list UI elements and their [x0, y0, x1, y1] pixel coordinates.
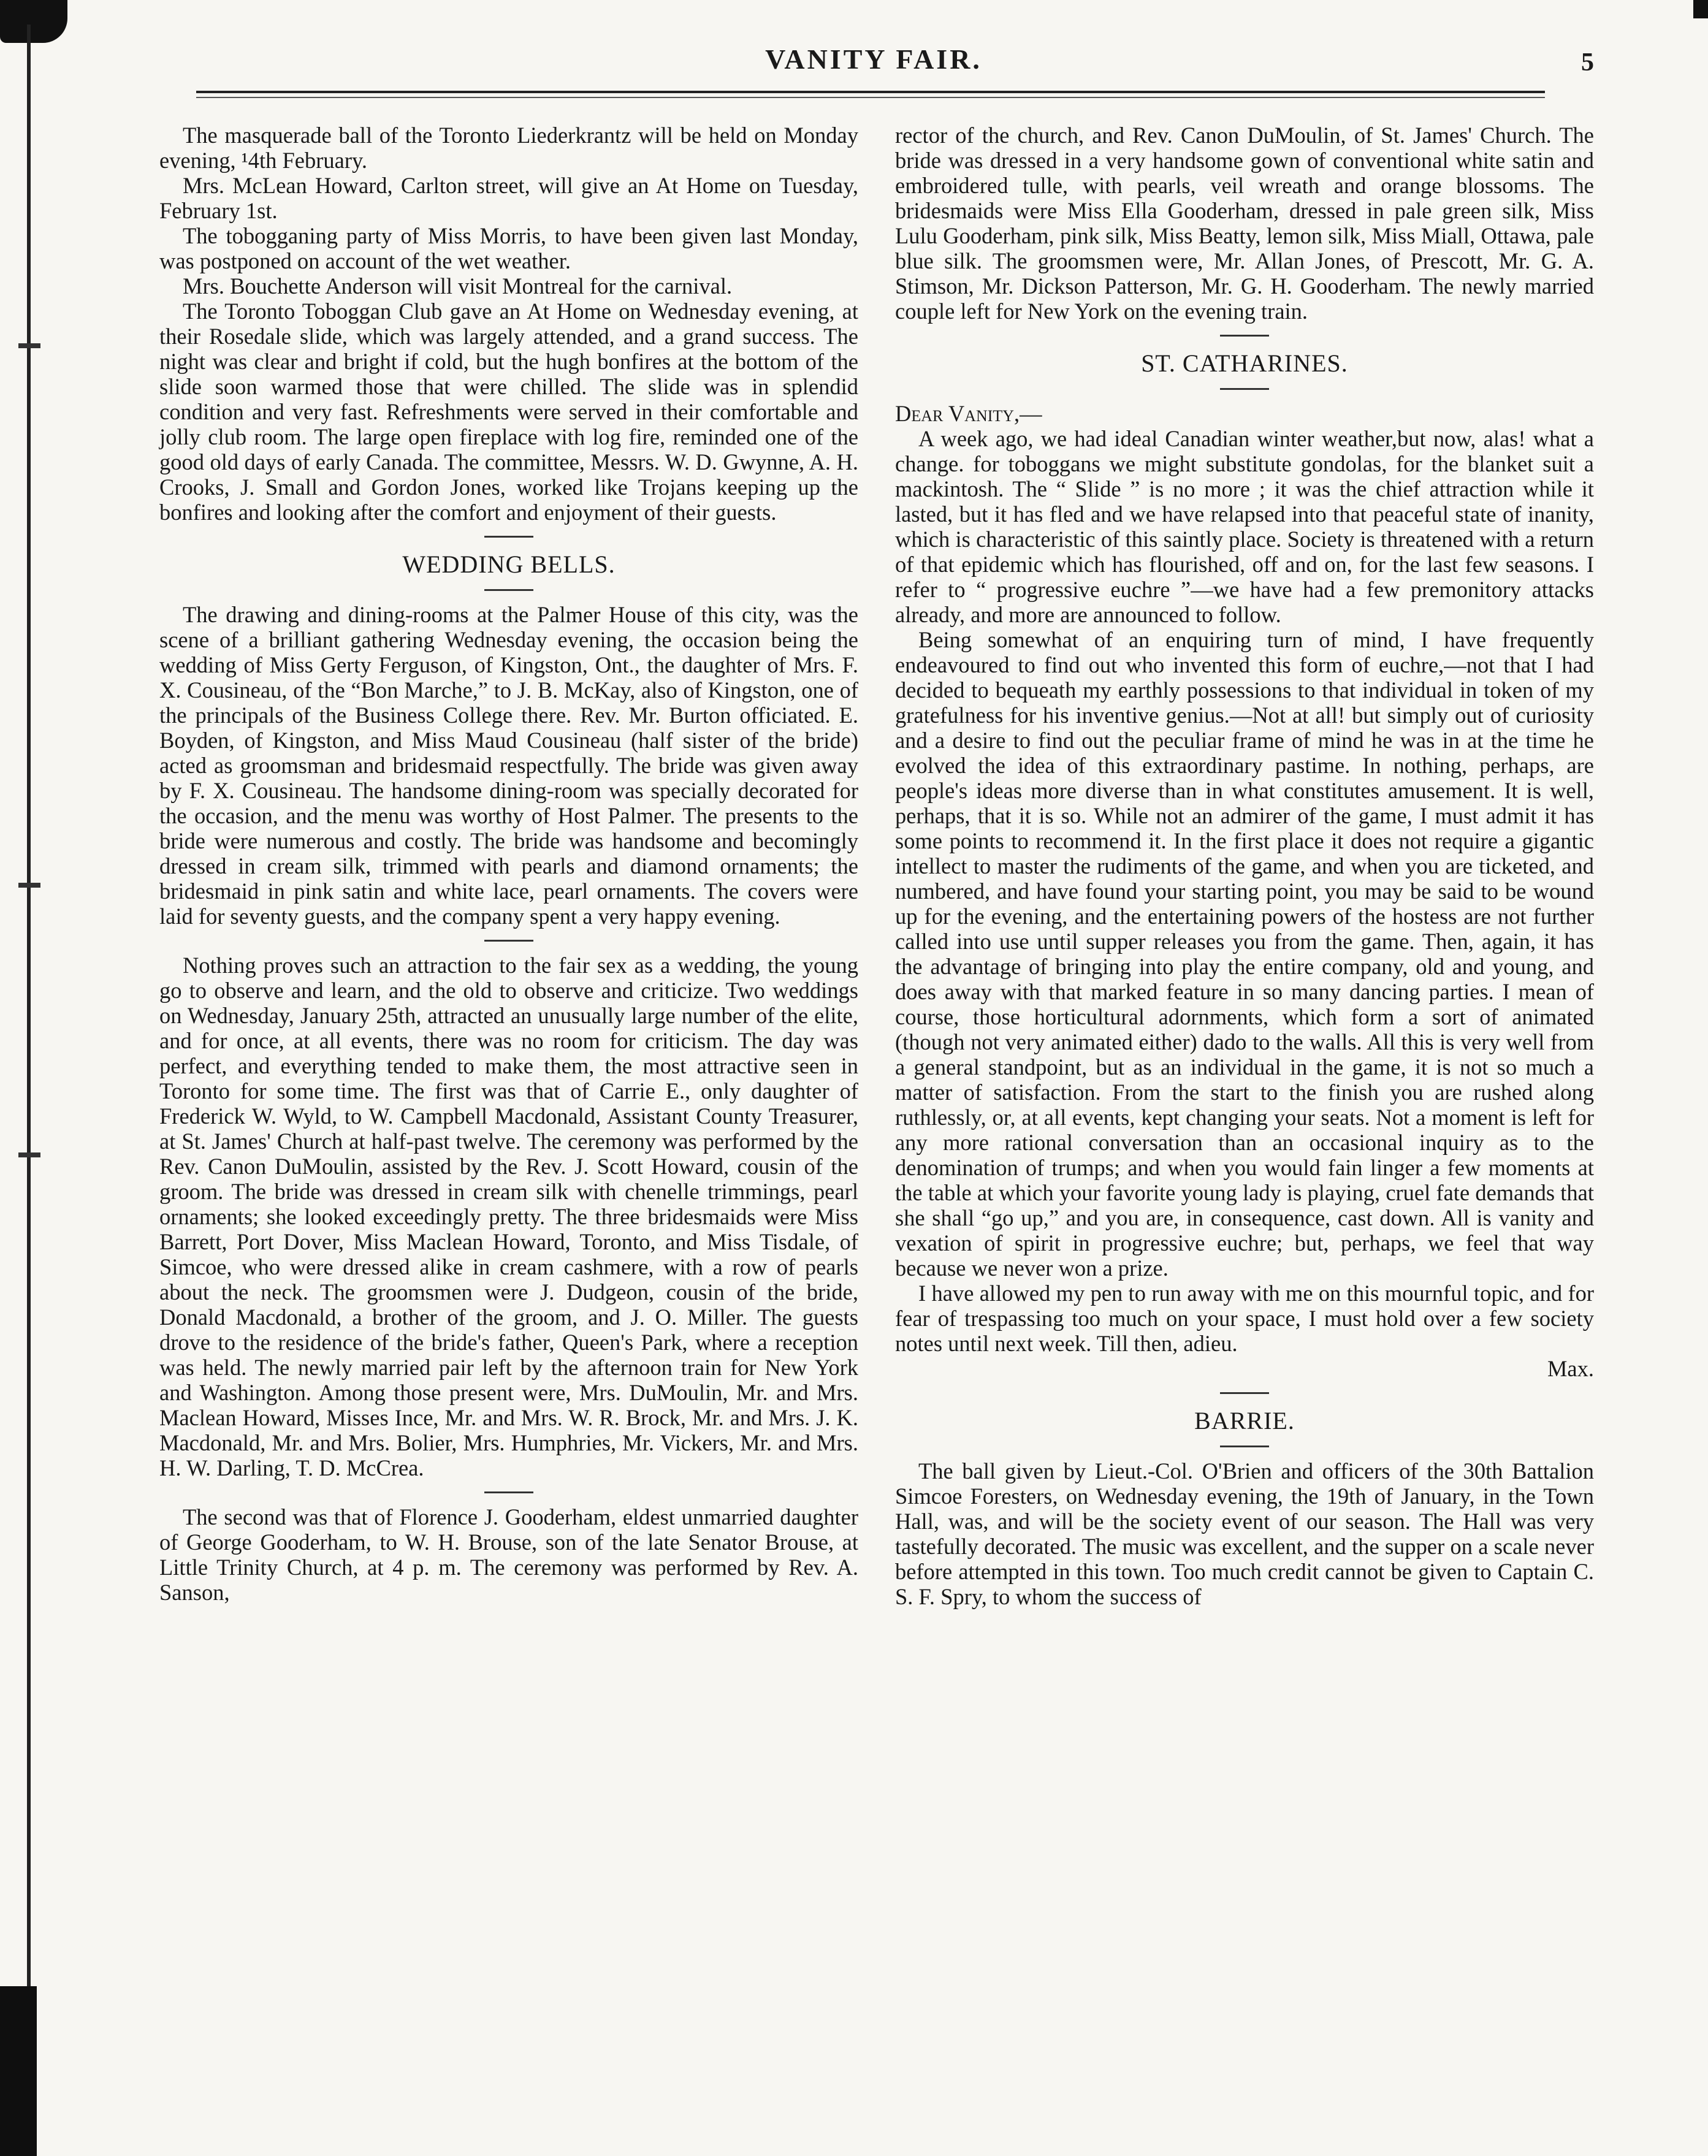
section-separator: [484, 536, 533, 538]
page-number: 5: [1581, 48, 1594, 77]
binding-rule: [27, 25, 31, 2047]
article-paragraph: rector of the church, and Rev. Canon DuMoulin, of St. James' Church. The bride was dressed in a very handsome gown of conventional white satin and embroidered tulle, with pearls, veil wreath and orange blossoms. The bridesmaids were Miss Ella Gooderham, dressed in pale green silk, Miss Lulu Gooderham, pink silk, Miss Beatty, lemon silk, Miss Miall, Ottawa, pale blue silk. The groomsmen were, Mr. Allan Jones, of Prescott, Mr. G. A. Stimson, Mr. Dickson Patterson, Mr. G. H. Gooderham. The newly married couple left for New York on the evening train.: [895, 123, 1594, 324]
section-separator: [484, 1491, 533, 1493]
section-separator: [484, 940, 533, 942]
page-header: [159, 37, 1594, 98]
article-paragraph: The drawing and dining-rooms at the Palmer House of this city, was the scene of a brilliant gathering Wednesday evening, the occasion being the wedding of Miss Gerty Ferguson, of Kingston, Ont., the daughter of Mrs. F. X. Cousineau, of the “Bon Marche,” to J. B. McKay, also of Kingston, one of the principals of the Business College there. Rev. Mr. Burton officiated. E. Boyden, of Kingston, and Miss Maud Cousineau (half sister of the bride) acted as groomsman and bridesmaid respectfully. The bride was given away by F. X. Cousineau. The handsome dining-room was specially decorated for the occasion, and the menu was worthy of Host Palmer. The presents to the bride were numerous and costly. The bride was handsome and becomingly dressed in cream silk, trimmed with pearls and diamond ornaments; the bridesmaid in pink satin and white lace, pearl ornaments. The covers were laid for seventy guests, and the company spent a very happy evening.: [159, 602, 858, 929]
section-separator: [1220, 335, 1269, 337]
corner-mark: [1693, 0, 1708, 18]
article-paragraph: A week ago, we had ideal Canadian winter weather,but now, alas! what a change. for toboggans we might substitute gondolas, for the blanket suit a mackintosh. The “ Slide ” is no more ; it was the chief attraction while it lasted, but it has fled and we have relapsed into that peaceful state of inanity, which is characteristic of this saintly place. Society is threatened with a return of that epidemic which has flourished, off and on, for the last few seasons. I refer to “ progressive euchre ”—we have had a few premonitory attacks already, and more are announced to follow.: [895, 426, 1594, 627]
right-column: [895, 123, 1594, 1609]
section-separator: [1220, 1392, 1269, 1394]
society-note: Mrs. Bouchette Anderson will visit Montreal for the carnival.: [183, 273, 733, 299]
masthead-title: VANITY FAIR.: [765, 44, 982, 75]
margin-tick: [18, 1152, 40, 1157]
society-note: Mrs. McLean Howard, Carlton street, will give an At Home on Tuesday, February 1st.: [159, 173, 858, 223]
article-paragraph: Being somewhat of an enquiring turn of mind, I have frequently endeavoured to find out who invented this form of euchre,—not that I had decided to bequeath my earthly possessions to that individual in token of my gratefulness for his inventive genius.—Not at all! but simply out of curiosity and a desire to find out the peculiar frame of mind he was in at the time he evolved the idea of this extraordinary pastime. In nothing, perhaps, are people's ideas more diverse than in what constitutes amusement. It is well, perhaps, that it is so. While not an admirer of the game, I must admit it has some points to recommend it. In the first place it does not require a gigantic intellect to master the rudiments of the game, and when you are ticketed, and numbered, and have found your starting point, you may be said to be wound up for the evening, and the entertaining powers of the hostess are not further called into use until supper releases you from the game. Then, again, it has the advantage of bringing into play the entire company, old and young, and does away with that marked feature in so many dancing parties. I mean of course, those horticultural adornments, which form a sort of animated (though not very animated either) dado to the walls. All this is very well from a general standpoint, but as an individual in the game, it is not so much a matter of satisfaction. From the start to the finish you are rushed along ruthlessly, or, at all events, kept changing your seats. Not a moment is left for any more rational conversation than an occasional inquiry as to the denomination of trumps; and when you would fain linger a few moments at the table at which your favorite young lady is playing, cruel fate demands that she shall “go up,” and you are, in consequence, cast down. All is vanity and vexation of spirit in progressive euchre; but, perhaps, we feel that way because we never won a prize.: [895, 627, 1594, 1281]
margin-tick: [18, 883, 40, 888]
society-note: The tobogganing party of Miss Morris, to have been given last Monday, was postponed on account of the wet weather.: [159, 223, 858, 273]
section-separator: [1220, 1446, 1269, 1447]
article-paragraph: Nothing proves such an attraction to the fair sex as a wedding, the young go to observe and learn, and the old to observe and criticize. Two weddings on Wednesday, January 25th, attracted an unusually large number of the elite, and for once, at all events, there was no room for criticism. The day was perfect, and everything tended to make them, the most attractive seen in Toronto for some time. The first was that of Carrie E., only daughter of Frederick W. Wyld, to W. Campbell Macdonald, Assistant County Treasurer, at St. James' Church at half-past twelve. The ceremony was performed by the Rev. Canon DuMoulin, assisted by the Rev. J. Scott Howard, cousin of the groom. The bride was dressed in cream silk with chenelle trimmings, pearl ornaments; she looked exceedingly pretty. The three bridesmaids were Miss Barrett, Port Dover, Miss Maclean Howard, Toronto, and Miss Tisdale, of Simcoe, who were dressed alike in cream cashmere, with a row of pearls about the neck. The groomsmen were J. Dudgeon, cousin of the bride, Donald Macdonald, a brother of the groom, and J. O. Miller. The guests drove to the residence of the bride's father, Queen's Park, where a reception was held. The newly married pair left by the afternoon train for New York and Washington. Among those present were, Mrs. DuMoulin, Mr. and Mrs. Maclean Howard, Misses Ince, Mr. and Mrs. W. R. Brock, Mr. and Mrs. J. K. Macdonald, Mr. and Mrs. Bolier, Mrs. Humphries, Mr. Vickers, Mr. and Mrs. H. W. Darling, T. D. McCrea.: [159, 953, 858, 1480]
ink-blot: [0, 1986, 37, 2156]
left-column: [159, 123, 858, 1605]
society-note: The Toronto Toboggan Club gave an At Home on Wednesday evening, at their Rosedale slide, which was largely attended, and a grand success. The night was clear and bright if cold, but the hugh bonfires at the bottom of the slide soon warmed those that were chilled. The slide was in splendid condition and very fast. Refreshments were served in their comfortable and jolly club room. The large open fireplace with log fire, reminded one of the good old days of early Canada. The committee, Messrs. W. D. Gwynne, A. H. Crooks, J. Small and Gordon Jones, worked like Trojans keeping up the bonfires and looking after the comfort and enjoyment of their guests.: [159, 299, 858, 525]
header-rule: [196, 91, 1545, 93]
scanned-page-edge: [0, 0, 59, 2156]
society-note: The masquerade ball of the Toronto Liederkrantz will be held on Monday evening, ¹4th February.: [159, 123, 858, 173]
article-paragraph: The second was that of Florence J. Gooderham, eldest unmarried daughter of George Gooderham, to W. H. Brouse, son of the late Senator Brouse, at Little Trinity Church, at 4 p. m. The ceremony was performed by Rev. A. Sanson,: [159, 1504, 858, 1605]
section-heading-barrie: BARRIE.: [1194, 1407, 1295, 1434]
section-heading-st-catharines: ST. CATHARINES.: [1141, 349, 1348, 377]
article-paragraph: I have allowed my pen to run away with me on this mournful topic, and for fear of trespassing too much on your space, I must hold over a few society notes until next week. Till then, adieu.: [895, 1281, 1594, 1356]
letter-signature: Max.: [1547, 1356, 1594, 1381]
ink-blot: [0, 0, 67, 43]
header-rule: [196, 97, 1545, 98]
letter-salutation: Dear Vanity,—: [895, 401, 1042, 426]
margin-tick: [18, 343, 40, 348]
section-separator: [1220, 388, 1269, 390]
article-paragraph: The ball given by Lieut.-Col. O'Brien and officers of the 30th Battalion Simcoe Foresters, on Wednesday evening, the 19th of January, in the Town Hall, was, and will be the society event of our season. The Hall was very tastefully decorated. The music was excellent, and the supper on a scale never before attempted in this town. Too much credit cannot be given to Captain C. S. F. Spry, to whom the success of: [895, 1458, 1594, 1609]
section-heading-wedding-bells: WEDDING BELLS.: [402, 550, 616, 578]
section-separator: [484, 589, 533, 591]
